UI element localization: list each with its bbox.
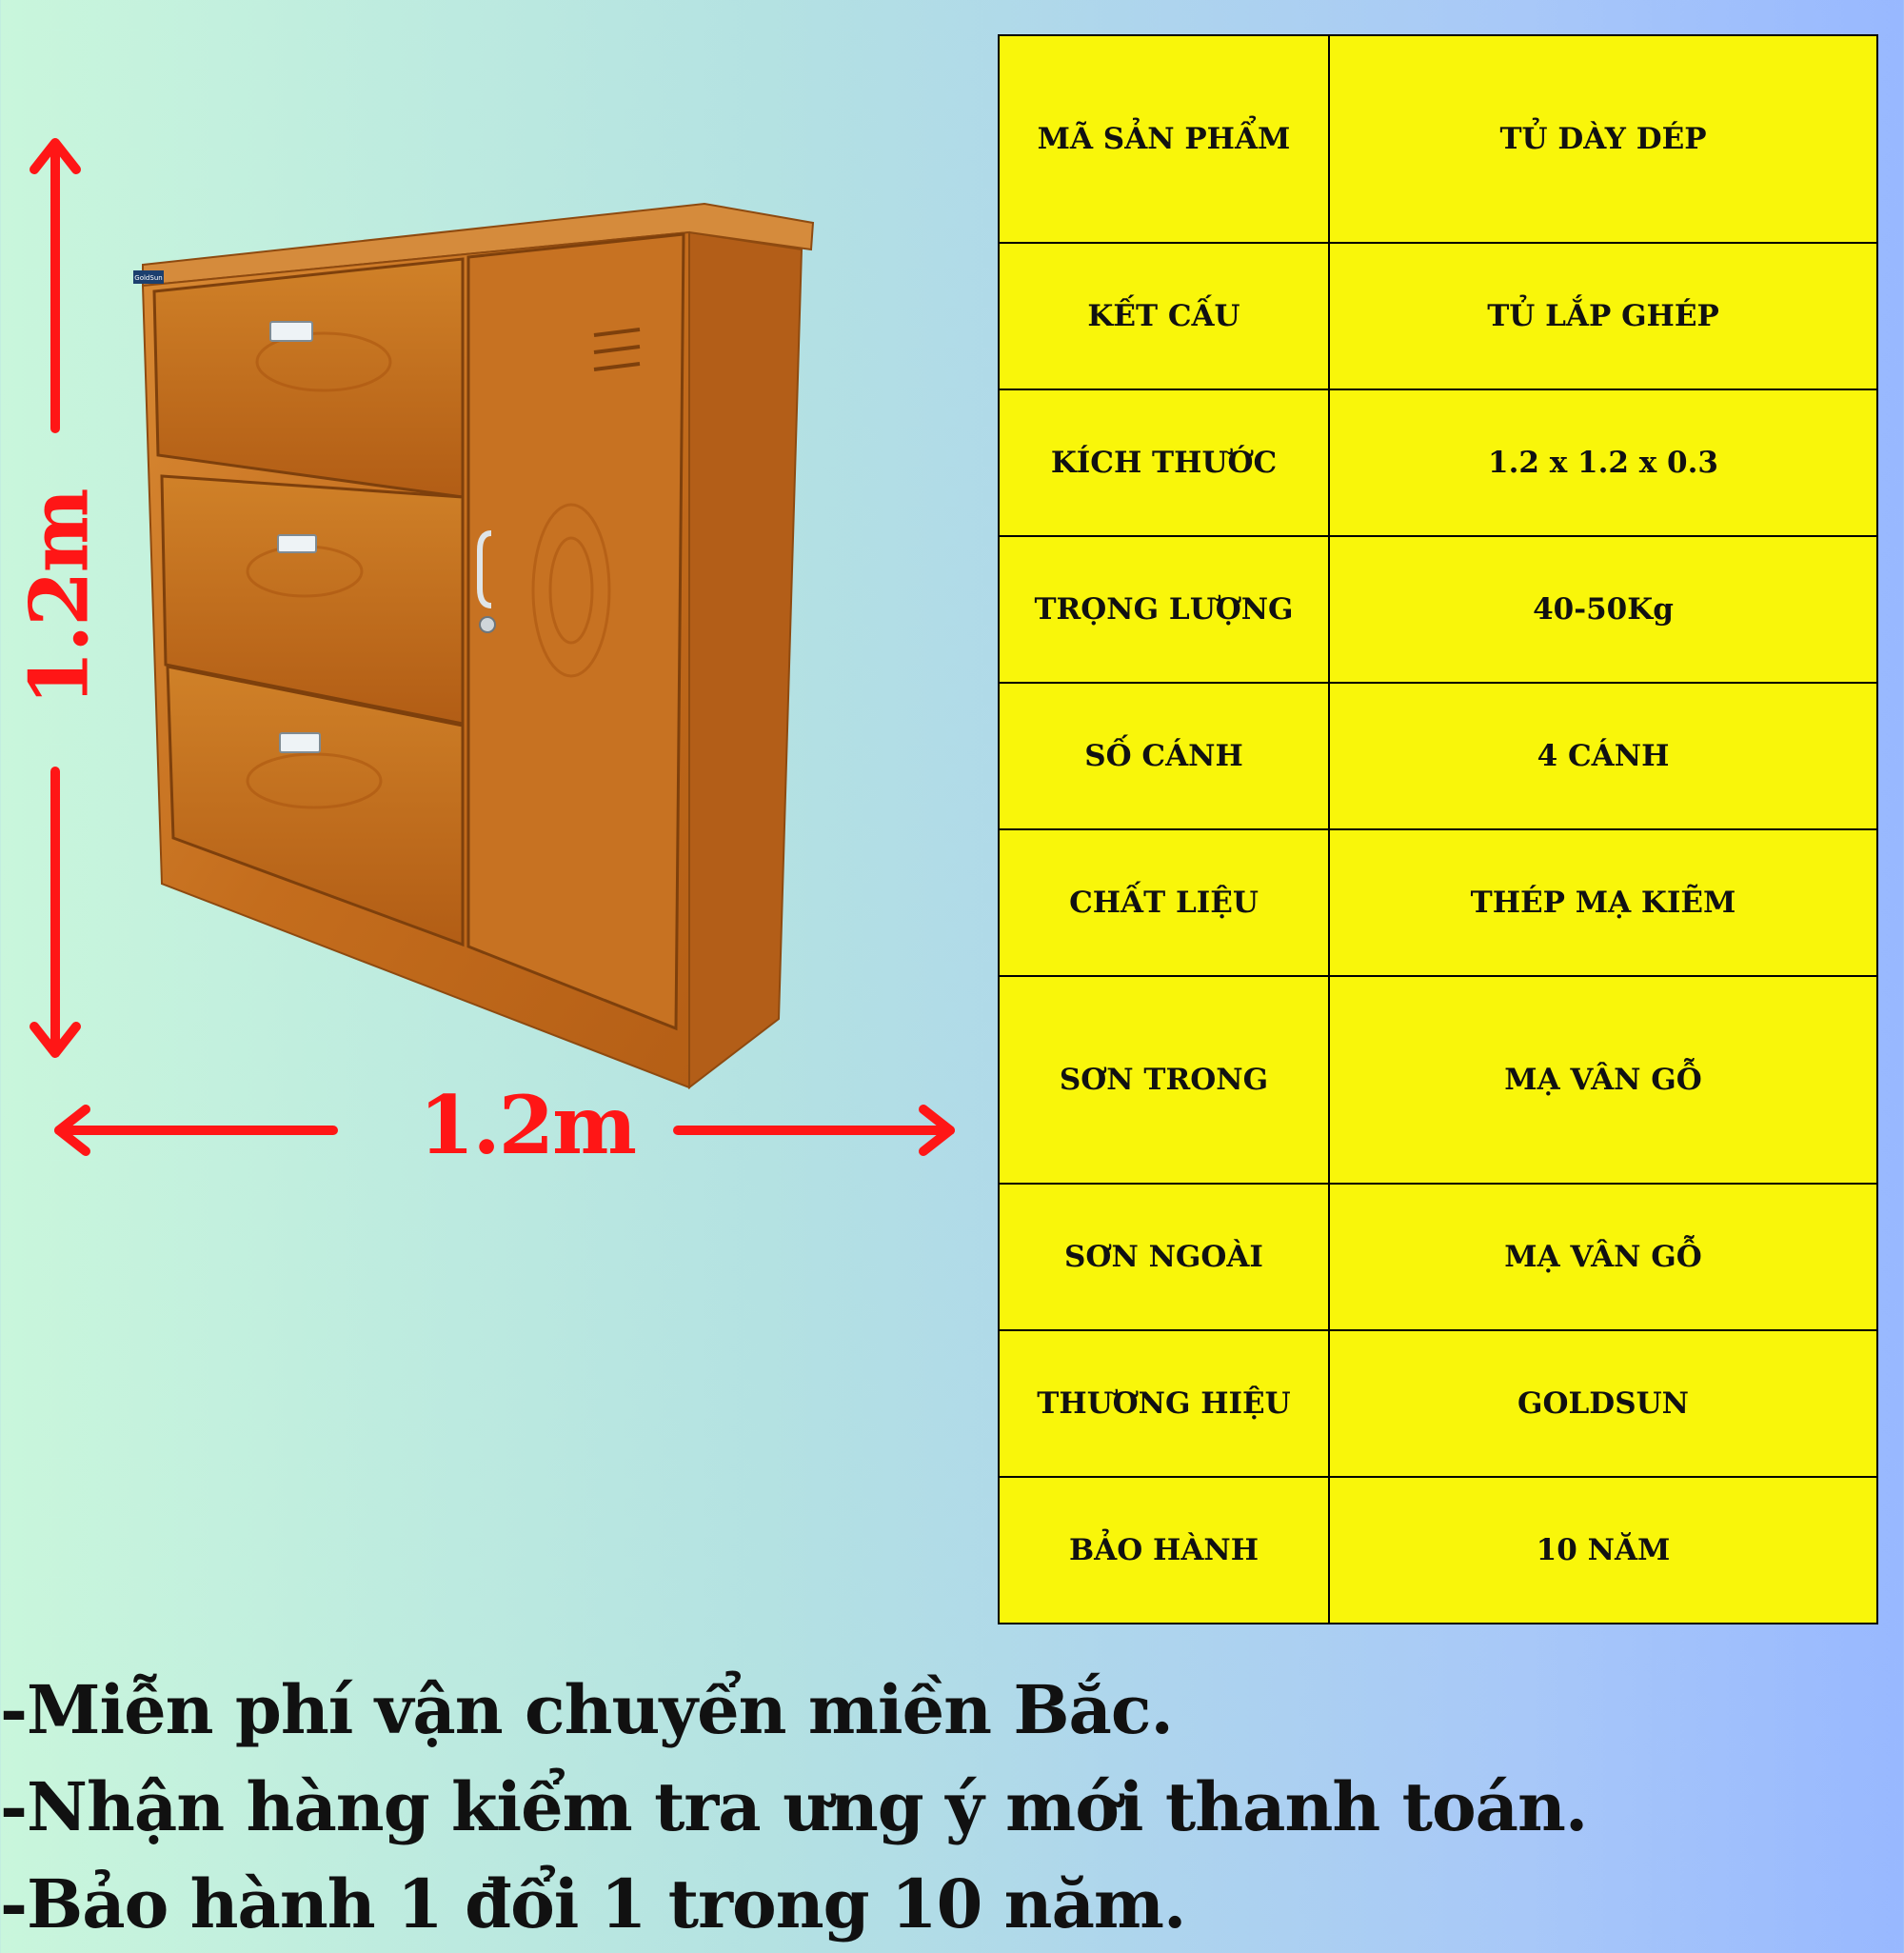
note-inspect-before-pay: -Nhận hàng kiểm tra ưng ý mới thanh toán. — [0, 1767, 1588, 1846]
spec-value: 1.2 x 1.2 x 0.3 — [1329, 389, 1877, 536]
spec-row — [999, 976, 1877, 1184]
spec-label: CHẤT LIỆU — [999, 829, 1329, 976]
spec-label: THƯƠNG HIỆU — [999, 1330, 1329, 1477]
spec-table — [998, 34, 1878, 1624]
spec-row — [999, 683, 1877, 829]
spec-value: TỦ LẮP GHÉP — [1329, 243, 1877, 389]
brand-plate-text: GoldSun — [134, 274, 163, 282]
spec-value: 10 NĂM — [1329, 1477, 1877, 1624]
spec-row — [999, 829, 1877, 976]
notes-list — [0, 1662, 1587, 1953]
spec-value: THÉP MẠ KIẼM — [1329, 829, 1877, 976]
spec-value: MẠ VÂN GỖ — [1329, 976, 1877, 1184]
note-free-shipping: -Miễn phí vận chuyển miền Bắc. — [0, 1670, 1173, 1749]
drawer-3-handle — [280, 733, 320, 752]
spec-label: SƠN TRONG — [999, 976, 1329, 1184]
note-warranty: -Bảo hành 1 đổi 1 trong 10 năm. — [0, 1864, 1186, 1943]
spec-row — [999, 243, 1877, 389]
spec-row — [999, 389, 1877, 536]
spec-row — [999, 1184, 1877, 1330]
drawer-1 — [154, 259, 463, 497]
width-label: 1.2m — [419, 1078, 636, 1172]
spec-label: SƠN NGOÀI — [999, 1184, 1329, 1330]
cabinet-side — [689, 232, 802, 1087]
drawer-2-handle — [278, 535, 316, 552]
spec-value: GOLDSUN — [1329, 1330, 1877, 1477]
spec-label: SỐ CÁNH — [999, 683, 1329, 829]
spec-value: TỦ DÀY DÉP — [1329, 35, 1877, 243]
spec-row — [999, 1477, 1877, 1624]
spec-label: KẾT CẤU — [999, 243, 1329, 389]
spec-value: 4 CÁNH — [1329, 683, 1877, 829]
spec-label: TRỌNG LƯỢNG — [999, 536, 1329, 683]
drawer-1-handle — [270, 322, 312, 341]
spec-value: 40-50Kg — [1329, 536, 1877, 683]
spec-label: MÃ SẢN PHẨM — [999, 35, 1329, 243]
spec-label: BẢO HÀNH — [999, 1477, 1329, 1624]
spec-row — [999, 35, 1877, 243]
spec-label: KÍCH THƯỚC — [999, 389, 1329, 536]
spec-value: MẠ VÂN GỖ — [1329, 1184, 1877, 1330]
spec-row — [999, 536, 1877, 683]
spec-row — [999, 1330, 1877, 1477]
cabinet-door — [468, 234, 684, 1028]
spec-table-body — [999, 35, 1877, 1624]
door-lock — [480, 617, 495, 632]
height-label: 1.2m — [11, 489, 107, 707]
